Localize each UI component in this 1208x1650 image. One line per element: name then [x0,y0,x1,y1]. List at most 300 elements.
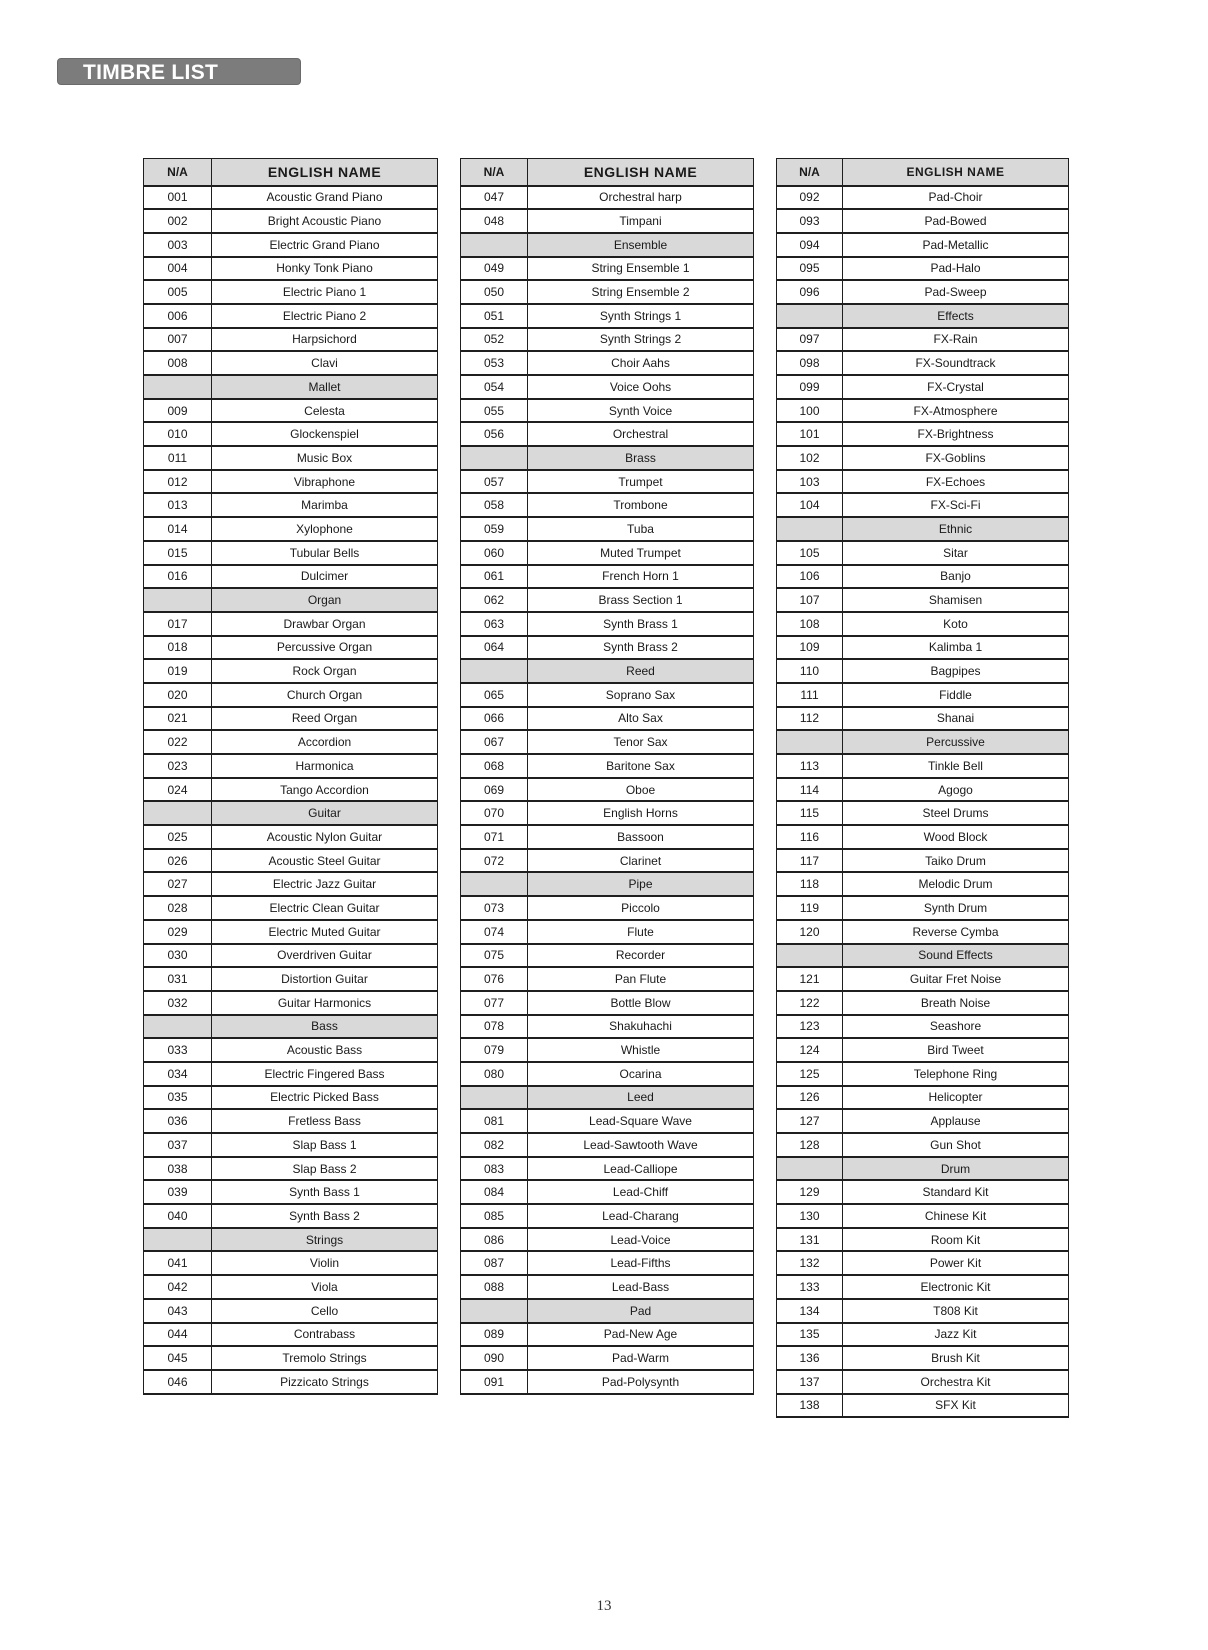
category-row [461,1086,754,1110]
table-row [144,944,438,968]
timbre-number [461,872,528,896]
table-row [461,1015,754,1039]
timbre-name: Tango Accordion [212,778,438,802]
header-number: N/A [461,159,528,186]
timbre-number: 010 [144,422,212,446]
timbre-number: 074 [461,920,528,944]
table-row [777,399,1069,423]
timbre-number: 136 [777,1346,843,1370]
timbre-name: Power Kit [843,1251,1069,1275]
table-row [144,280,438,304]
timbre-name: Voice Oohs [528,375,754,399]
timbre-number: 082 [461,1133,528,1157]
timbre-name: Electric Picked Bass [212,1086,438,1110]
timbre-number [461,446,528,470]
timbre-number: 077 [461,991,528,1015]
timbre-number: 071 [461,825,528,849]
timbre-name: Electric Clean Guitar [212,896,438,920]
timbre-name: Shanai [843,707,1069,731]
timbre-number: 021 [144,707,212,731]
table-row [144,707,438,731]
timbre-number: 121 [777,967,843,991]
timbre-number: 052 [461,328,528,352]
timbre-number: 009 [144,399,212,423]
timbre-name: FX-Crystal [843,375,1069,399]
timbre-name: Koto [843,612,1069,636]
table-row [461,470,754,494]
timbre-number: 017 [144,612,212,636]
timbre-number: 093 [777,209,843,233]
timbre-name: Whistle [528,1038,754,1062]
timbre-number: 101 [777,422,843,446]
timbre-name: Dulcimer [212,565,438,589]
timbre-number [777,517,843,541]
timbre-number: 006 [144,304,212,328]
timbre-name: FX-Rain [843,328,1069,352]
timbre-number: 011 [144,446,212,470]
timbre-number: 031 [144,967,212,991]
timbre-number: 089 [461,1323,528,1347]
category-name: Bass [212,1015,438,1039]
timbre-name: Slap Bass 2 [212,1157,438,1181]
timbre-number: 128 [777,1133,843,1157]
timbre-number: 118 [777,872,843,896]
timbre-name: Harmonica [212,754,438,778]
category-name: Strings [212,1228,438,1252]
timbre-name: Pad-New Age [528,1323,754,1347]
timbre-number: 094 [777,233,843,257]
timbre-number: 032 [144,991,212,1015]
timbre-name: Ocarina [528,1062,754,1086]
timbre-name: Tinkle Bell [843,754,1069,778]
timbre-number: 100 [777,399,843,423]
timbre-number: 039 [144,1180,212,1204]
timbre-number: 023 [144,754,212,778]
timbre-number [777,1157,843,1181]
timbre-number: 070 [461,801,528,825]
timbre-number: 134 [777,1299,843,1323]
timbre-name: Lead-Fifths [528,1251,754,1275]
table-row [777,565,1069,589]
timbre-name: Electric Grand Piano [212,233,438,257]
table-row [461,778,754,802]
timbre-number: 056 [461,422,528,446]
timbre-name: Shakuhachi [528,1015,754,1039]
timbre-number: 004 [144,257,212,281]
timbre-number: 029 [144,920,212,944]
timbre-number: 044 [144,1323,212,1347]
table-row [144,517,438,541]
category-row [144,1015,438,1039]
table-row [461,1251,754,1275]
table-row [777,612,1069,636]
timbre-number: 051 [461,304,528,328]
timbre-name: Pad-Polysynth [528,1370,754,1394]
timbre-name: FX-Echoes [843,470,1069,494]
timbre-name: Violin [212,1251,438,1275]
timbre-name: Rock Organ [212,659,438,683]
timbre-name: Music Box [212,446,438,470]
table-row [144,1204,438,1228]
table-row [461,754,754,778]
timbre-number [461,659,528,683]
timbre-number: 075 [461,944,528,968]
timbre-number [144,588,212,612]
table-row [461,588,754,612]
timbre-number: 078 [461,1015,528,1039]
table-row [777,233,1069,257]
table-row [144,328,438,352]
timbre-number: 055 [461,399,528,423]
timbre-name: Bird Tweet [843,1038,1069,1062]
timbre-name: Church Organ [212,683,438,707]
table-row [144,304,438,328]
table-row [461,328,754,352]
timbre-number: 069 [461,778,528,802]
category-name: Mallet [212,375,438,399]
table-row [777,588,1069,612]
table-row [144,1275,438,1299]
timbre-name: Telephone Ring [843,1062,1069,1086]
timbre-number: 057 [461,470,528,494]
timbre-number: 115 [777,801,843,825]
header-number: N/A [777,159,843,186]
table-row [144,565,438,589]
table-row [461,849,754,873]
timbre-name: Pan Flute [528,967,754,991]
category-row [144,588,438,612]
timbre-name: Electric Piano 2 [212,304,438,328]
table-row [461,375,754,399]
category-name: Ensemble [528,233,754,257]
table-row [461,1370,754,1394]
timbre-name: Room Kit [843,1228,1069,1252]
page-number: 13 [596,1598,612,1614]
timbre-number: 047 [461,186,528,210]
timbre-number: 120 [777,920,843,944]
timbre-name: FX-Brightness [843,422,1069,446]
table-row [461,186,754,210]
table-row [144,257,438,281]
category-row [461,233,754,257]
timbre-number [777,304,843,328]
table-row [461,565,754,589]
category-row [461,659,754,683]
category-name: Reed [528,659,754,683]
timbre-name: Acoustic Grand Piano [212,186,438,210]
timbre-number: 066 [461,707,528,731]
timbre-name: Lead-Charang [528,1204,754,1228]
table-row [461,1228,754,1252]
timbre-name: FX-Soundtrack [843,351,1069,375]
table-row [461,422,754,446]
table-row [144,470,438,494]
category-name: Pipe [528,872,754,896]
timbre-number: 131 [777,1228,843,1252]
timbre-name: Distortion Guitar [212,967,438,991]
timbre-number: 125 [777,1062,843,1086]
timbre-name: Acoustic Bass [212,1038,438,1062]
table-row [777,1251,1069,1275]
table-row [144,209,438,233]
timbre-number [144,1228,212,1252]
timbre-number [461,233,528,257]
timbre-number: 027 [144,872,212,896]
table-row [777,896,1069,920]
table-row [777,1370,1069,1394]
timbre-number: 108 [777,612,843,636]
category-row [144,1228,438,1252]
table-row [144,920,438,944]
timbre-name: Slap Bass 1 [212,1133,438,1157]
timbre-name: Alto Sax [528,707,754,731]
timbre-name: Orchestral [528,422,754,446]
timbre-table-2 [460,158,754,1395]
timbre-name: Banjo [843,565,1069,589]
timbre-number: 033 [144,1038,212,1062]
table-row [461,730,754,754]
timbre-name: Gun Shot [843,1133,1069,1157]
table-row [777,825,1069,849]
table-row [144,399,438,423]
timbre-name: French Horn 1 [528,565,754,589]
table-row [144,1157,438,1181]
timbre-number: 113 [777,754,843,778]
timbre-number: 043 [144,1299,212,1323]
timbre-number: 058 [461,493,528,517]
timbre-name: Guitar Harmonics [212,991,438,1015]
timbre-number: 085 [461,1204,528,1228]
timbre-number: 124 [777,1038,843,1062]
timbre-number: 003 [144,233,212,257]
timbre-number: 080 [461,1062,528,1086]
table-row [461,825,754,849]
timbre-name: Bassoon [528,825,754,849]
timbre-name: Glockenspiel [212,422,438,446]
timbre-name: T808 Kit [843,1299,1069,1323]
table-row [461,991,754,1015]
timbre-name: Sitar [843,541,1069,565]
table-row [777,280,1069,304]
timbre-name: String Ensemble 2 [528,280,754,304]
timbre-name: Tubular Bells [212,541,438,565]
table-row [777,683,1069,707]
timbre-name: Clarinet [528,849,754,873]
timbre-number [144,801,212,825]
timbre-name: Electric Piano 1 [212,280,438,304]
table-row [144,659,438,683]
category-name: Percussive [843,730,1069,754]
timbre-name: SFX Kit [843,1394,1069,1418]
timbre-name: Baritone Sax [528,754,754,778]
timbre-number: 036 [144,1109,212,1133]
timbre-number: 073 [461,896,528,920]
table-row [144,233,438,257]
timbre-number: 040 [144,1204,212,1228]
timbre-name: Synth Strings 2 [528,328,754,352]
table-row [144,1086,438,1110]
table-row [777,778,1069,802]
table-row [777,541,1069,565]
timbre-number: 126 [777,1086,843,1110]
category-name: Leed [528,1086,754,1110]
table-row [144,1346,438,1370]
header-english-name: ENGLISH NAME [212,159,438,186]
timbre-name: Pad-Halo [843,257,1069,281]
timbre-number: 111 [777,683,843,707]
timbre-name: Fretless Bass [212,1109,438,1133]
timbre-name: Muted Trumpet [528,541,754,565]
table-row [777,1275,1069,1299]
table-row [461,1062,754,1086]
timbre-name: Brush Kit [843,1346,1069,1370]
category-name: Effects [843,304,1069,328]
timbre-name: Overdriven Guitar [212,944,438,968]
timbre-number: 106 [777,565,843,589]
table-row [461,801,754,825]
table-row [461,1157,754,1181]
table-row [144,991,438,1015]
timbre-number: 112 [777,707,843,731]
category-row [777,304,1069,328]
table-row [777,1394,1069,1418]
category-name: Sound Effects [843,944,1069,968]
table-row [461,707,754,731]
timbre-name: Drawbar Organ [212,612,438,636]
category-name: Brass [528,446,754,470]
table-row [777,1038,1069,1062]
timbre-name: Kalimba 1 [843,636,1069,660]
timbre-name: Orchestral harp [528,186,754,210]
timbre-number: 076 [461,967,528,991]
timbre-number: 083 [461,1157,528,1181]
table-row [144,1251,438,1275]
timbre-name: Electric Jazz Guitar [212,872,438,896]
table-row [144,967,438,991]
table-row [144,351,438,375]
timbre-number: 098 [777,351,843,375]
timbre-number: 084 [461,1180,528,1204]
table-row [777,1299,1069,1323]
table-row [461,493,754,517]
timbre-number: 019 [144,659,212,683]
table-row [461,399,754,423]
timbre-name: Acoustic Nylon Guitar [212,825,438,849]
table-row [461,1109,754,1133]
timbre-number: 109 [777,636,843,660]
timbre-number [777,730,843,754]
table-row [777,1086,1069,1110]
table-row [777,991,1069,1015]
timbre-name: Chinese Kit [843,1204,1069,1228]
timbre-name: Trombone [528,493,754,517]
timbre-name: Seashore [843,1015,1069,1039]
timbre-number [144,375,212,399]
table-row [144,683,438,707]
category-row [777,517,1069,541]
timbre-number: 046 [144,1370,212,1394]
table-row [461,944,754,968]
table-row [777,470,1069,494]
timbre-number: 013 [144,493,212,517]
timbre-number: 127 [777,1109,843,1133]
table-row [144,778,438,802]
timbre-number: 007 [144,328,212,352]
timbre-name: Pad-Bowed [843,209,1069,233]
timbre-number: 104 [777,493,843,517]
table-row [461,517,754,541]
timbre-name: Tremolo Strings [212,1346,438,1370]
table-row [777,493,1069,517]
timbre-name: Pad-Choir [843,186,1069,210]
timbre-number: 001 [144,186,212,210]
table-row [144,849,438,873]
timbre-name: Timpani [528,209,754,233]
timbre-number [777,944,843,968]
timbre-name: Soprano Sax [528,683,754,707]
timbre-name: Synth Bass 1 [212,1180,438,1204]
timbre-number: 068 [461,754,528,778]
table-row [144,1109,438,1133]
timbre-number: 020 [144,683,212,707]
timbre-number: 037 [144,1133,212,1157]
table-row [777,328,1069,352]
timbre-number: 132 [777,1251,843,1275]
category-row [777,730,1069,754]
timbre-name: Clavi [212,351,438,375]
table-row [777,1180,1069,1204]
table-row [461,896,754,920]
timbre-number: 049 [461,257,528,281]
timbre-name: Lead-Bass [528,1275,754,1299]
table-row [144,493,438,517]
table-row [144,1038,438,1062]
timbre-name: String Ensemble 1 [528,257,754,281]
timbre-name: Trumpet [528,470,754,494]
timbre-name: Tenor Sax [528,730,754,754]
table-row [144,422,438,446]
table-row [144,541,438,565]
table-row [461,1204,754,1228]
timbre-number: 110 [777,659,843,683]
category-row [144,375,438,399]
category-row [144,801,438,825]
timbre-name: Tuba [528,517,754,541]
timbre-name: Fiddle [843,683,1069,707]
timbre-number: 102 [777,446,843,470]
timbre-name: Guitar Fret Noise [843,967,1069,991]
timbre-number: 025 [144,825,212,849]
timbre-name: Electric Muted Guitar [212,920,438,944]
timbre-number: 092 [777,186,843,210]
timbre-number: 067 [461,730,528,754]
table-row [777,849,1069,873]
timbre-number: 123 [777,1015,843,1039]
timbre-number: 028 [144,896,212,920]
timbre-name: Reverse Cymba [843,920,1069,944]
timbre-name: Agogo [843,778,1069,802]
table-row [777,446,1069,470]
timbre-number: 045 [144,1346,212,1370]
timbre-name: Vibraphone [212,470,438,494]
table-row [144,1323,438,1347]
timbre-name: Electric Fingered Bass [212,1062,438,1086]
timbre-name: Jazz Kit [843,1323,1069,1347]
table-row [144,1370,438,1394]
table-row [144,1180,438,1204]
table-row [461,1346,754,1370]
timbre-name: Accordion [212,730,438,754]
